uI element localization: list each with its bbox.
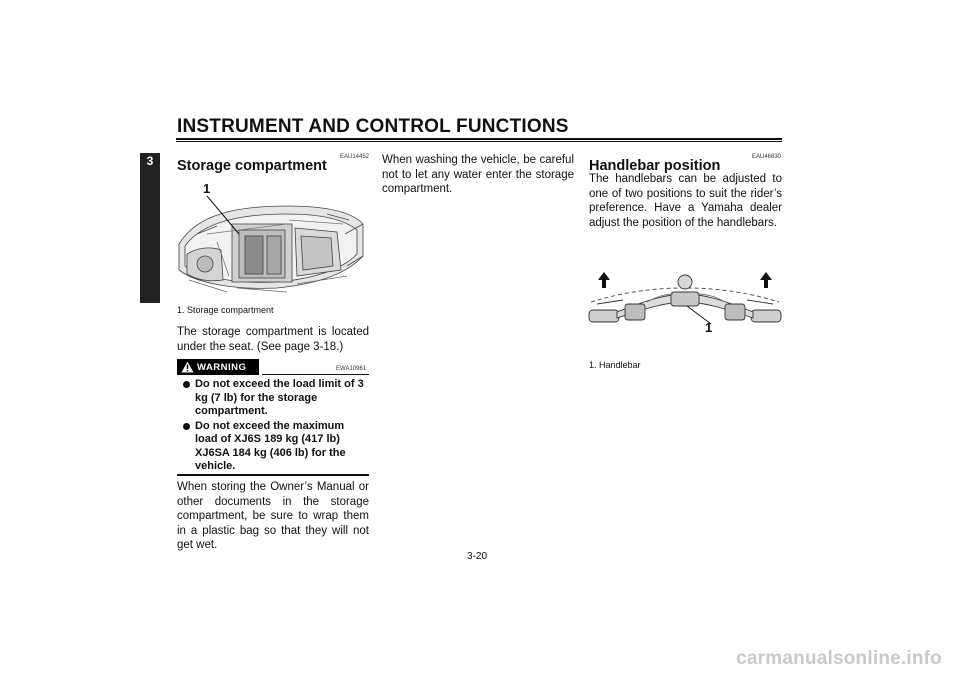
warning-item: Do not exceed the load limit of 3 kg (7 lb) for the storage compartment. <box>183 378 369 419</box>
handlebar-heading: Handlebar position <box>589 158 721 174</box>
bullet-icon <box>183 381 190 388</box>
header-rule <box>176 138 782 140</box>
storage-code: EAU14452 <box>340 154 370 160</box>
washing-paragraph: When washing the vehicle, be careful not to let any water enter the storage compartment. <box>382 154 574 196</box>
storage-heading: Storage compartment <box>177 158 327 174</box>
handlebar-caption: 1. Handlebar <box>589 360 641 370</box>
warning-top-rule <box>262 374 369 375</box>
storage-paragraph: The storage compartment is located under the seat. (See page 3-18.) <box>177 326 369 353</box>
arrow-up-icon <box>760 272 772 288</box>
handlebar-code: EAU46830 <box>752 154 782 160</box>
storage-compartment-drawing <box>177 184 367 298</box>
warning-bottom-rule <box>177 474 369 476</box>
handlebar-callout-number: 1 <box>705 320 713 335</box>
handlebar-illustration <box>587 264 782 344</box>
warning-triangle-icon <box>181 361 194 373</box>
warning-label: WARNING <box>197 361 247 373</box>
handlebar-drawing <box>587 264 782 344</box>
storage-illustration <box>177 184 367 298</box>
warning-badge <box>177 359 259 375</box>
chapter-tab: 3 <box>140 153 160 303</box>
storage-note-paragraph: When storing the Owner’s Manual or other documents in the storage compartment, be sure to wrap them in a plastic bag so that they will not get wet. <box>177 481 369 552</box>
header-rule-thin <box>176 141 782 142</box>
warning-item: Do not exceed the maximum load of XJ6S 189 kg (417 lb) XJ6SA 184 kg (406 lb) for the vehicle. <box>183 420 369 474</box>
handlebar-paragraph: The handlebars can be adjusted to one of two positions to suit the rider’s preference. Have a Yamaha dealer adjust the position of the handlebars. <box>589 173 782 229</box>
storage-callout-number: 1 <box>203 181 211 196</box>
warning-code: EWA10961 <box>336 366 367 372</box>
bullet-icon <box>183 423 190 430</box>
warning-list <box>183 378 369 475</box>
header-title: INSTRUMENT AND CONTROL FUNCTIONS <box>177 116 569 137</box>
page-number: 3-20 <box>467 551 488 562</box>
watermark: carmanualsonline.info <box>736 648 942 669</box>
storage-caption: 1. Storage compartment <box>177 305 274 315</box>
arrow-up-icon <box>598 272 610 288</box>
